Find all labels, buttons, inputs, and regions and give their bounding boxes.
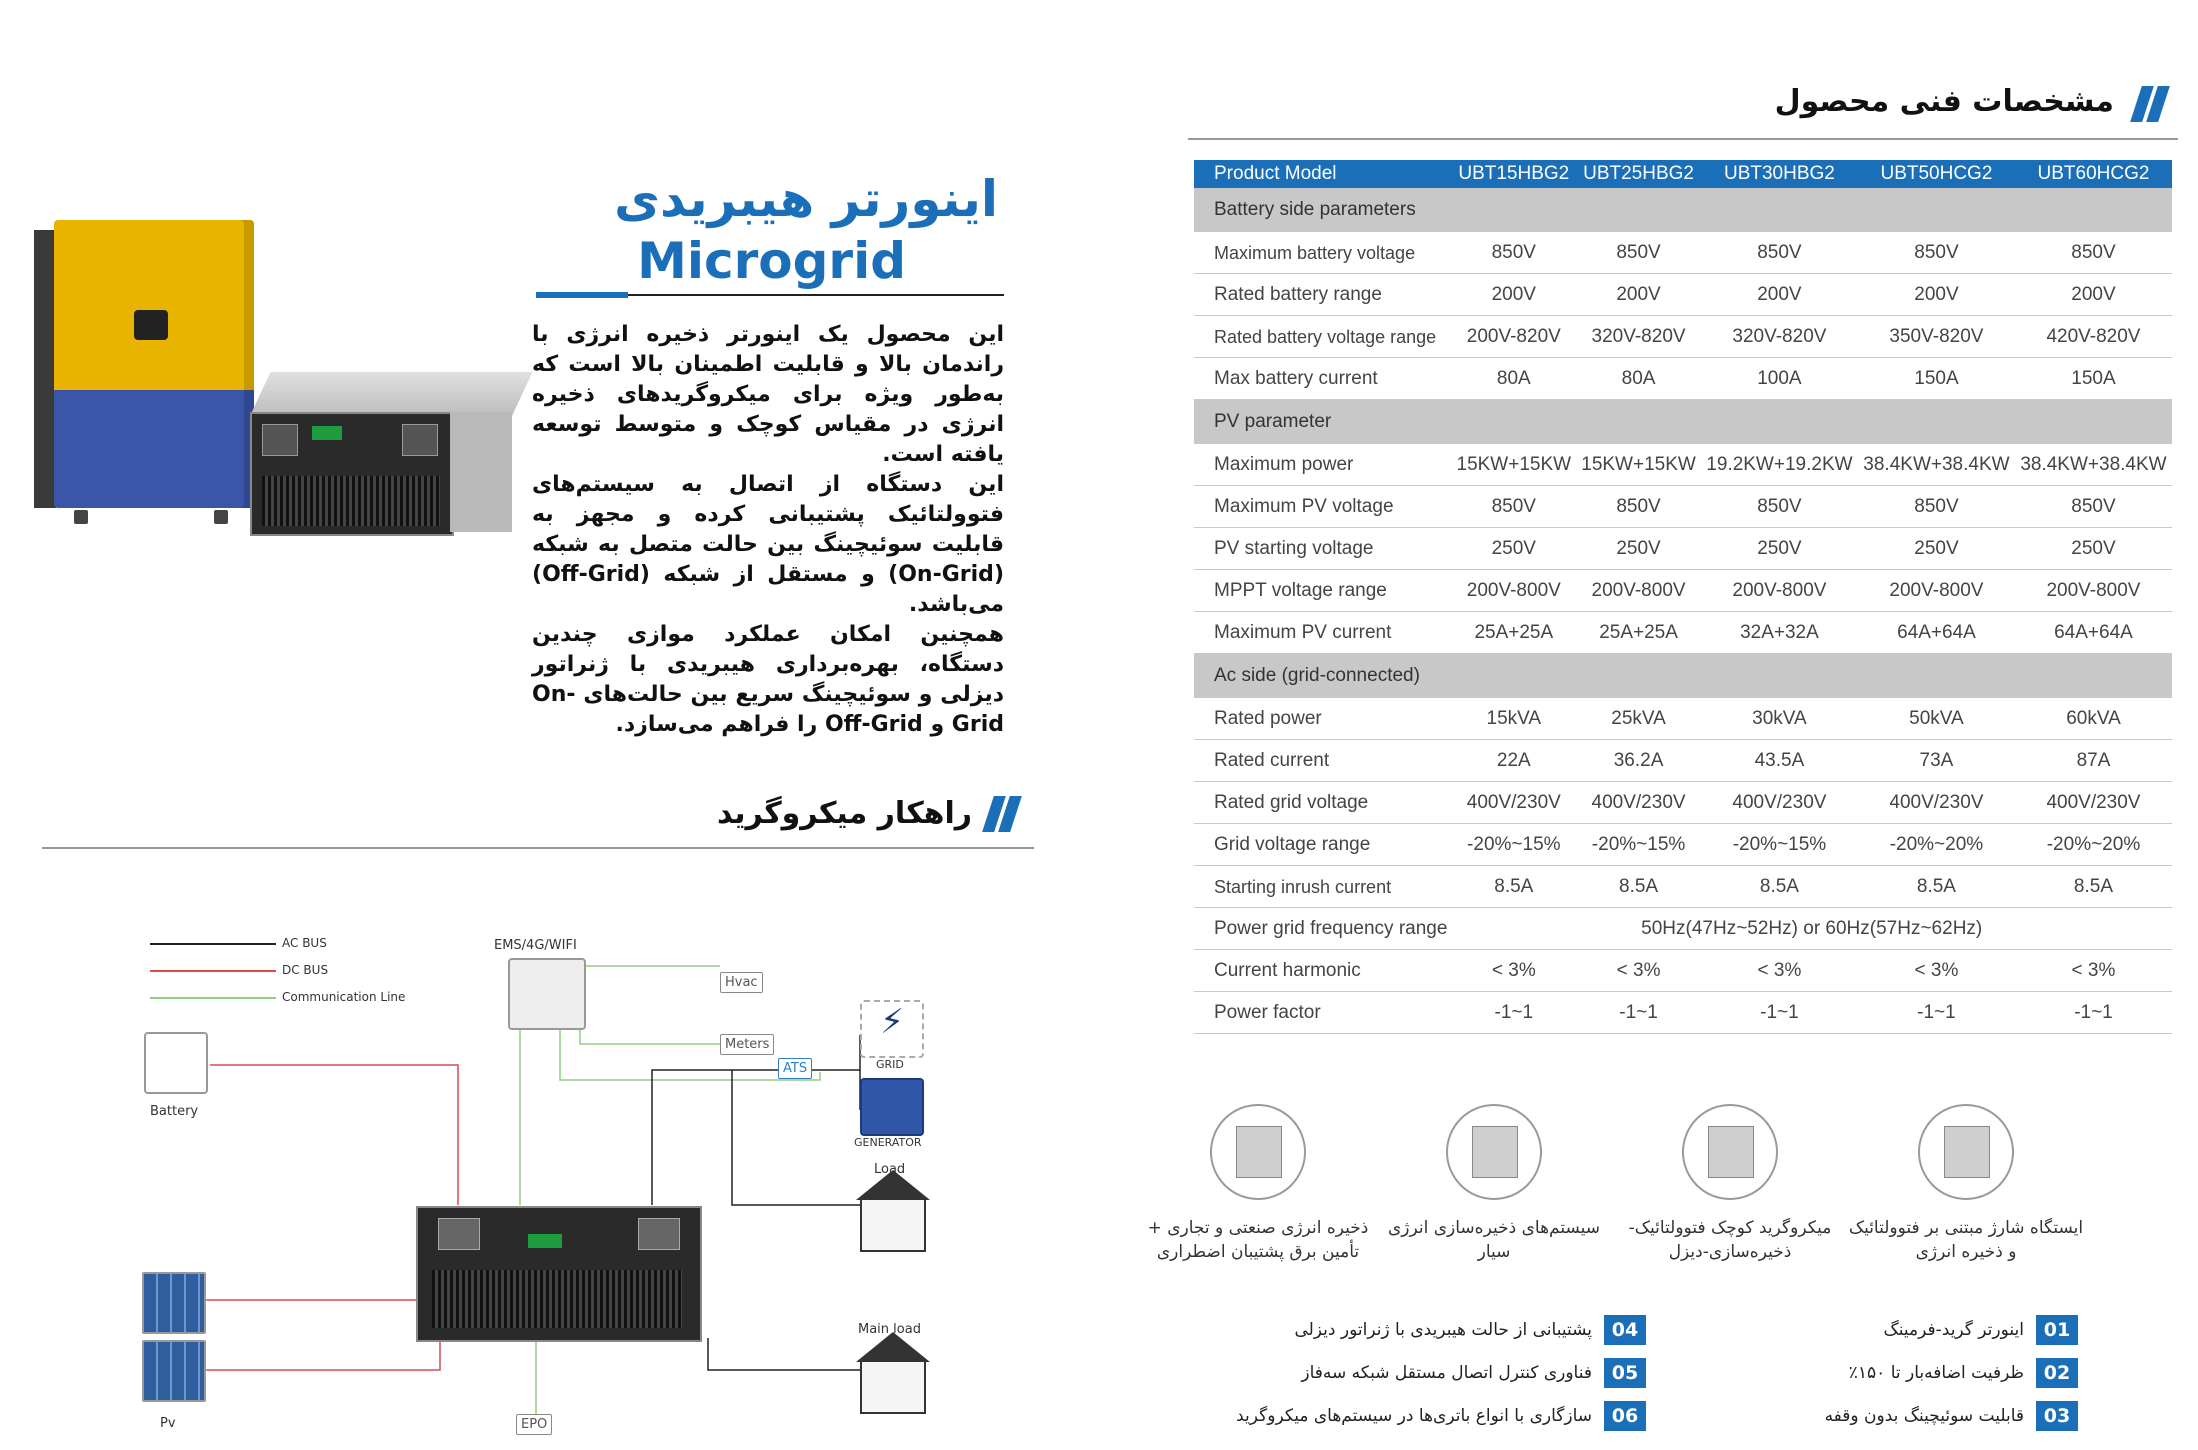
table-cell: -1~1 xyxy=(1701,992,1858,1034)
product-description xyxy=(532,320,1004,740)
table-group-title: Ac side (grid-connected) xyxy=(1194,654,2172,699)
table-header-cell: UBT15HBG2 xyxy=(1451,160,1576,188)
ats-tag: ATS xyxy=(778,1058,812,1079)
legend-ac-line xyxy=(150,943,276,945)
product-title-en: Microgrid xyxy=(637,232,906,290)
battery-icon xyxy=(144,1032,208,1094)
table-cell: 38.4KW+38.4KW xyxy=(1858,444,2015,486)
application-label: میکروگرید کوچک فتوولتائیک-ذخیره‌سازی-دیزل xyxy=(1628,1218,1832,1262)
table-cell: 200V-800V xyxy=(1451,570,1576,612)
feature-item xyxy=(1301,1357,1646,1389)
table-cell: < 3% xyxy=(1858,950,2015,992)
table-row-label: Maximum PV voltage xyxy=(1194,486,1451,528)
table-row xyxy=(1194,866,2172,908)
feature-number-badge: 03 xyxy=(2036,1401,2078,1431)
feature-number-badge: 05 xyxy=(1604,1358,1646,1388)
table-cell: -20%~15% xyxy=(1701,824,1858,866)
table-cell: 50Hz(47Hz~52Hz) or 60Hz(57Hz~62Hz) xyxy=(1451,908,2172,950)
table-row xyxy=(1194,612,2172,654)
table-row-label: Power grid frequency range xyxy=(1194,908,1451,950)
feature-label: اینورتر گرید-فرمینگ xyxy=(1883,1320,2024,1340)
pv-panel-icon xyxy=(142,1340,206,1402)
table-cell: 320V-820V xyxy=(1701,316,1858,358)
table-row-label: Maximum battery voltage xyxy=(1194,232,1451,274)
table-cell: 200V xyxy=(1701,274,1858,316)
feature-label: پشتیبانی از حالت هیبریدی با ژنراتور دیزلی xyxy=(1294,1320,1592,1340)
feature-label: فناوری کنترل اتصال مستقل شبکه سه‌فاز xyxy=(1301,1363,1592,1383)
table-row xyxy=(1194,316,2172,358)
feature-item xyxy=(1884,1314,2078,1346)
table-cell: 850V xyxy=(2015,232,2172,274)
table-row xyxy=(1194,950,2172,992)
table-row-label: Maximum power xyxy=(1194,444,1451,486)
table-cell: 64A+64A xyxy=(1858,612,2015,654)
table-cell: 64A+64A xyxy=(2015,612,2172,654)
table-row-label: Power factor xyxy=(1194,992,1451,1034)
table-group-title: Battery side parameters xyxy=(1194,188,2172,232)
table-group-row xyxy=(1194,400,2172,445)
table-cell: 400V/230V xyxy=(1701,782,1858,824)
load-house-icon xyxy=(860,1198,926,1252)
grid-tower-icon: ⚡ xyxy=(860,1000,924,1058)
table-cell: -20%~20% xyxy=(1858,824,2015,866)
table-cell: 8.5A xyxy=(1701,866,1858,908)
hvac-tag: Hvac xyxy=(720,972,763,993)
table-row xyxy=(1194,824,2172,866)
table-row-label: Maximum PV current xyxy=(1194,612,1451,654)
feature-item xyxy=(1825,1400,2078,1432)
application-item xyxy=(1140,1104,1376,1264)
feature-number-badge: 06 xyxy=(1604,1401,1646,1431)
table-group-row xyxy=(1194,188,2172,232)
table-group-title: PV parameter xyxy=(1194,400,2172,445)
table-row-label: Rated battery voltage range xyxy=(1194,316,1451,358)
table-cell: 25kVA xyxy=(1576,698,1701,740)
feature-item xyxy=(1294,1314,1646,1346)
section-stripes-icon xyxy=(980,796,1024,832)
spec-table xyxy=(1194,160,2172,1034)
table-cell: 38.4KW+38.4KW xyxy=(2015,444,2172,486)
feature-item xyxy=(1236,1400,1646,1432)
generator-label: GENERATOR xyxy=(854,1136,922,1149)
feature-label: ظرفیت اضافه‌بار تا ۱۵۰٪ xyxy=(1848,1363,2024,1383)
feature-number-badge: 01 xyxy=(2036,1315,2078,1345)
table-row-label: Rated grid voltage xyxy=(1194,782,1451,824)
ems-device-icon xyxy=(508,958,586,1030)
table-cell: 19.2KW+19.2KW xyxy=(1701,444,1858,486)
table-row-label: Current harmonic xyxy=(1194,950,1451,992)
main-load-label: Main load xyxy=(858,1322,921,1337)
table-row-label: Rated power xyxy=(1194,698,1451,740)
description-paragraph: این دستگاه از اتصال به سیستم‌های فتوولتائیک پشتیبانی کرده و مجهز به قابلیت سوئیچینگ بین حالت متصل به شبکه (On-Grid) و مستقل از شبکه (Off-Grid) می‌باشد. xyxy=(532,472,1004,617)
table-cell: -1~1 xyxy=(2015,992,2172,1034)
application-item xyxy=(1848,1104,2084,1264)
table-header-row xyxy=(1194,160,2172,188)
table-header-cell: UBT30HBG2 xyxy=(1701,160,1858,188)
table-cell: 8.5A xyxy=(1451,866,1576,908)
table-cell: 850V xyxy=(1451,232,1576,274)
table-cell: 87A xyxy=(2015,740,2172,782)
spec-section-title: مشخصات فنی محصول xyxy=(1774,84,2114,119)
pv-panel-icon xyxy=(142,1272,206,1334)
rack-inverter-image xyxy=(250,372,512,532)
legend-comm-line xyxy=(150,997,276,999)
table-row-label: Starting inrush current xyxy=(1194,866,1451,908)
table-cell: 420V-820V xyxy=(2015,316,2172,358)
legend-comm-label: Communication Line xyxy=(282,990,406,1004)
table-header-cell: Product Model xyxy=(1194,160,1451,188)
table-cell: 850V xyxy=(1576,486,1701,528)
section-divider xyxy=(42,847,1034,849)
hybrid-inverter-image xyxy=(34,220,264,510)
table-cell: 60kVA xyxy=(2015,698,2172,740)
table-row xyxy=(1194,274,2172,316)
main-load-house-icon xyxy=(860,1360,926,1414)
application-label: ایستگاه شارژ مبتنی بر فتوولتائیک و ذخیره انرژی xyxy=(1848,1218,2084,1262)
table-cell: 32A+32A xyxy=(1701,612,1858,654)
table-cell: 850V xyxy=(1576,232,1701,274)
feature-label: سازگاری با انواع باتری‌ها در سیستم‌های میکروگرید xyxy=(1236,1406,1592,1426)
table-cell: -1~1 xyxy=(1451,992,1576,1034)
table-cell: < 3% xyxy=(1576,950,1701,992)
table-row xyxy=(1194,570,2172,612)
table-cell: 850V xyxy=(1701,486,1858,528)
table-row xyxy=(1194,992,2172,1034)
table-row xyxy=(1194,698,2172,740)
table-cell: 15KW+15KW xyxy=(1576,444,1701,486)
table-row-label: Grid voltage range xyxy=(1194,824,1451,866)
legend-dc-line xyxy=(150,970,276,972)
microgrid-solution-title: راهکار میکروگرید xyxy=(716,796,972,831)
table-cell: 43.5A xyxy=(1701,740,1858,782)
table-cell: 8.5A xyxy=(2015,866,2172,908)
grid-label: GRID xyxy=(876,1058,904,1071)
table-cell: 200V xyxy=(1451,274,1576,316)
table-cell: -20%~20% xyxy=(2015,824,2172,866)
table-cell: 850V xyxy=(1858,232,2015,274)
table-cell: 400V/230V xyxy=(2015,782,2172,824)
table-header-cell: UBT50HCG2 xyxy=(1858,160,2015,188)
application-label: ذخیره انرژی صنعتی و تجاری + تأمین برق پشتیبان اضطراری xyxy=(1147,1218,1369,1262)
table-cell: 250V xyxy=(1701,528,1858,570)
table-row-label: Rated battery range xyxy=(1194,274,1451,316)
table-cell: 850V xyxy=(1451,486,1576,528)
feature-item xyxy=(1849,1357,2078,1389)
table-cell: 200V-800V xyxy=(2015,570,2172,612)
table-cell: 8.5A xyxy=(1858,866,2015,908)
table-cell: 80A xyxy=(1451,358,1576,400)
table-cell: 200V-800V xyxy=(1858,570,2015,612)
table-cell: 25A+25A xyxy=(1576,612,1701,654)
table-cell: 30kVA xyxy=(1701,698,1858,740)
legend-dc-label: DC BUS xyxy=(282,963,329,977)
table-group-row xyxy=(1194,654,2172,699)
table-cell: 36.2A xyxy=(1576,740,1701,782)
table-header-cell: UBT25HBG2 xyxy=(1576,160,1701,188)
table-row xyxy=(1194,232,2172,274)
table-cell: 100A xyxy=(1701,358,1858,400)
feature-label: قابلیت سوئیچینگ بدون وقفه xyxy=(1824,1406,2024,1426)
table-cell: 320V-820V xyxy=(1576,316,1701,358)
table-row xyxy=(1194,740,2172,782)
table-cell: 250V xyxy=(1576,528,1701,570)
table-cell: 250V xyxy=(2015,528,2172,570)
table-cell: -1~1 xyxy=(1858,992,2015,1034)
table-row xyxy=(1194,908,2172,950)
solar-charging-icon xyxy=(1918,1104,2014,1200)
table-cell: 200V xyxy=(2015,274,2172,316)
description-paragraph: همچنین امکان عملکرد موازی چندین دستگاه، بهره‌برداری هیبریدی با ژنراتور دیزلی و سوئیچینگ سریع بین حالت‌های On-Grid و Off-Grid را فراهم می‌سازد. xyxy=(532,622,1004,737)
application-item xyxy=(1612,1104,1848,1264)
table-cell: 15KW+15KW xyxy=(1451,444,1576,486)
feature-number-badge: 02 xyxy=(2036,1358,2078,1388)
table-cell: 250V xyxy=(1451,528,1576,570)
table-cell: 25A+25A xyxy=(1451,612,1576,654)
mobile-storage-icon xyxy=(1446,1104,1542,1200)
industrial-storage-icon xyxy=(1210,1104,1306,1200)
table-cell: 250V xyxy=(1858,528,2015,570)
table-cell: 200V xyxy=(1858,274,2015,316)
table-cell: 400V/230V xyxy=(1576,782,1701,824)
table-row-label: Rated current xyxy=(1194,740,1451,782)
description-paragraph: این محصول یک اینورتر ذخیره انرژی با راندمان بالا و قابلیت اطمینان بالا است که به‌طور ویژه برای میکروگریدهای ذخیره انرژی در مقیاس کوچک و متوسط توسعه یافته است. xyxy=(532,322,1004,467)
legend-ac-label: AC BUS xyxy=(282,936,327,950)
table-cell: 850V xyxy=(1858,486,2015,528)
table-cell: 200V xyxy=(1576,274,1701,316)
product-title-fa: اینورتر هیبریدی xyxy=(614,170,998,228)
meters-tag: Meters xyxy=(720,1034,774,1055)
table-cell: 80A xyxy=(1576,358,1701,400)
table-cell: 850V xyxy=(1701,232,1858,274)
table-cell: < 3% xyxy=(2015,950,2172,992)
table-cell: 150A xyxy=(1858,358,2015,400)
table-cell: 350V-820V xyxy=(1858,316,2015,358)
table-row xyxy=(1194,782,2172,824)
table-row xyxy=(1194,528,2172,570)
table-row-label: PV starting voltage xyxy=(1194,528,1451,570)
table-cell: < 3% xyxy=(1451,950,1576,992)
table-cell: < 3% xyxy=(1701,950,1858,992)
table-row xyxy=(1194,444,2172,486)
feature-number-badge: 04 xyxy=(1604,1315,1646,1345)
table-cell: 200V-800V xyxy=(1701,570,1858,612)
application-label: سیستم‌های ذخیره‌سازی انرژی سیار xyxy=(1387,1218,1601,1262)
table-row-label: MPPT voltage range xyxy=(1194,570,1451,612)
generator-icon xyxy=(860,1078,924,1136)
table-cell: 8.5A xyxy=(1576,866,1701,908)
table-header-cell: UBT60HCG2 xyxy=(2015,160,2172,188)
table-cell: -20%~15% xyxy=(1576,824,1701,866)
table-cell: 850V xyxy=(2015,486,2172,528)
microgrid-icon xyxy=(1682,1104,1778,1200)
table-row-label: Max battery current xyxy=(1194,358,1451,400)
section-stripes-icon xyxy=(2128,86,2172,122)
table-cell: 15kVA xyxy=(1451,698,1576,740)
microgrid-diagram xyxy=(0,860,1040,1450)
table-cell: 400V/230V xyxy=(1858,782,2015,824)
pv-label: Pv xyxy=(160,1416,176,1431)
table-row xyxy=(1194,358,2172,400)
section-divider xyxy=(1188,138,2178,140)
table-cell: -1~1 xyxy=(1576,992,1701,1034)
table-cell: 400V/230V xyxy=(1451,782,1576,824)
epo-tag: EPO xyxy=(516,1414,552,1435)
table-cell: 150A xyxy=(2015,358,2172,400)
table-cell: 200V-820V xyxy=(1451,316,1576,358)
table-cell: 22A xyxy=(1451,740,1576,782)
table-cell: 50kVA xyxy=(1858,698,2015,740)
battery-label: Battery xyxy=(150,1104,199,1119)
table-cell: 73A xyxy=(1858,740,2015,782)
table-row xyxy=(1194,486,2172,528)
table-cell: 200V-800V xyxy=(1576,570,1701,612)
table-cell: -20%~15% xyxy=(1451,824,1576,866)
application-item xyxy=(1376,1104,1612,1264)
inverter-unit-icon xyxy=(416,1206,702,1342)
title-divider-accent xyxy=(536,292,628,298)
ems-label: EMS/4G/WIFI xyxy=(494,938,577,953)
